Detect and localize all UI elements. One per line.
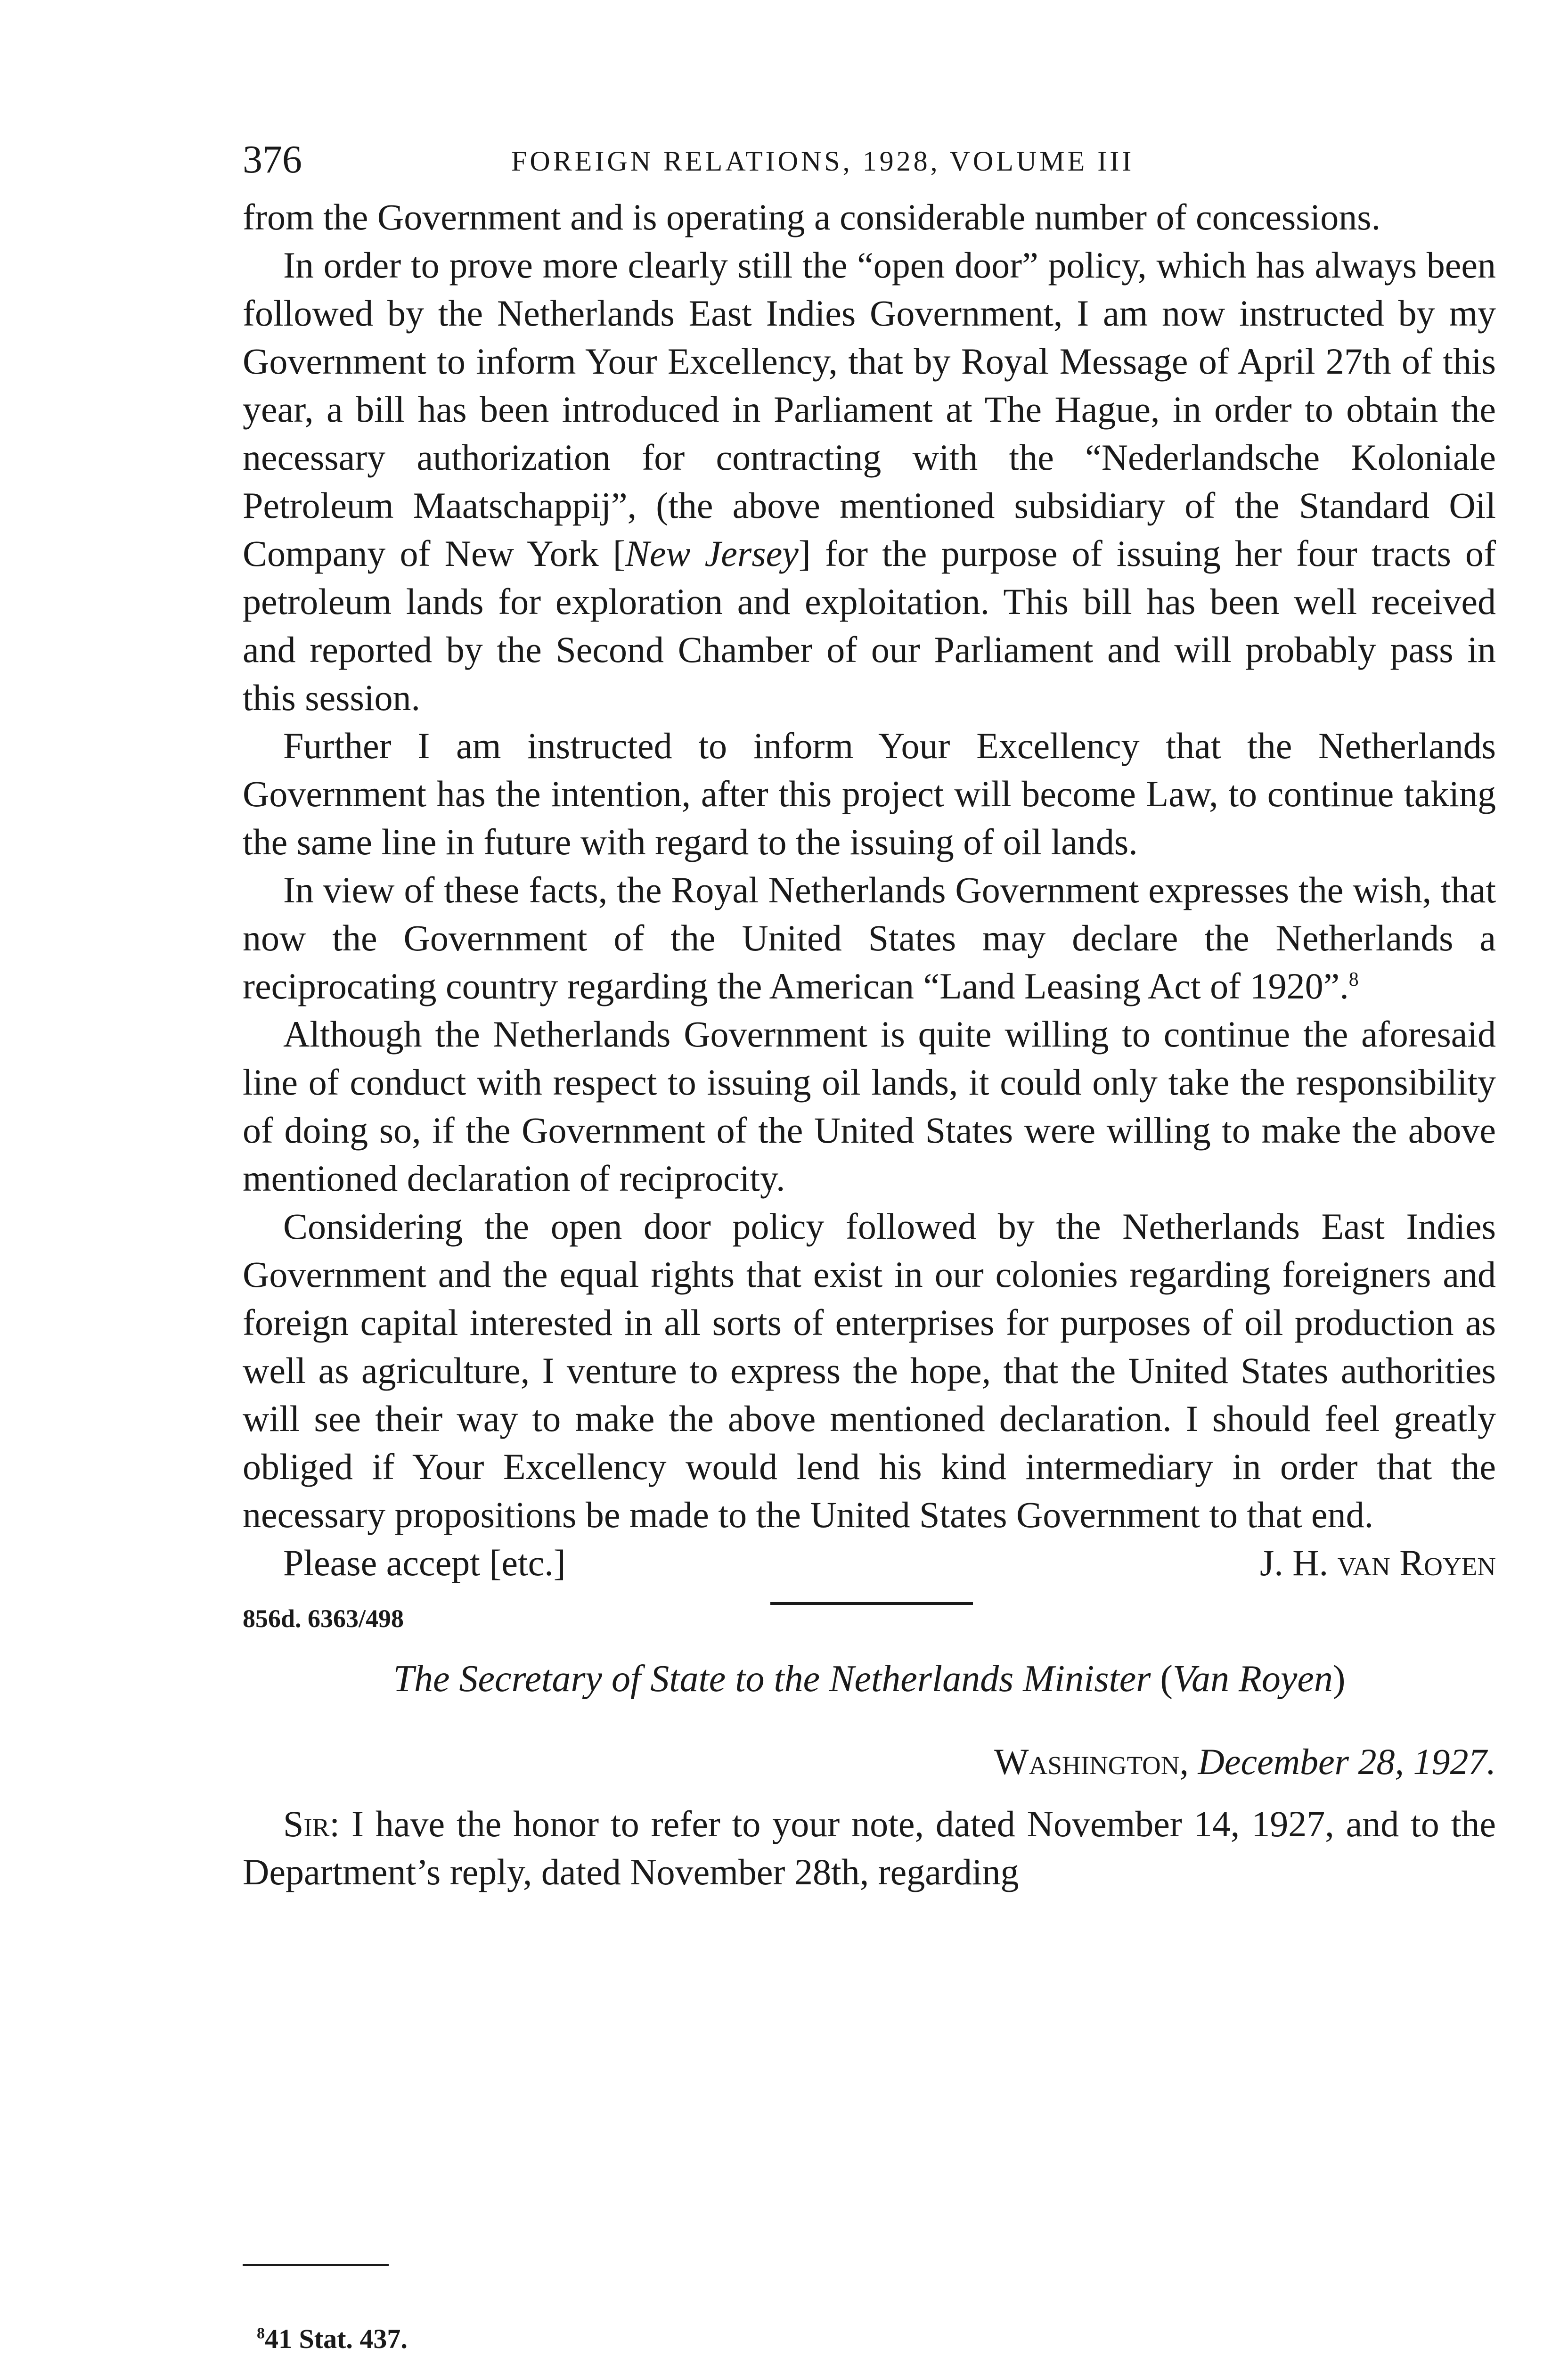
italic-insert: New Jersey <box>625 533 799 574</box>
paragraph-reciprocity-wish <box>243 866 1496 1010</box>
document-separator-row <box>243 1590 1496 1637</box>
dateline-date: December 28, 1927. <box>1198 1741 1496 1782</box>
heading-name: Van Royen <box>1173 1658 1333 1700</box>
signature-van: van <box>1337 1542 1390 1583</box>
section-divider <box>770 1602 973 1605</box>
reply-body <box>243 1800 1496 1896</box>
paragraph-text: ] for the purpose of issuing her four tracts of petroleum lands for exploration and exploitation. This bill has been well received and reported by the Second Chamber of our Parliament and will probably pass in this session. <box>243 533 1496 718</box>
footnote <box>257 2323 408 2355</box>
complimentary-close: Please accept [etc.] <box>283 1542 566 1583</box>
salutation: Sir <box>283 1803 330 1844</box>
document-page <box>243 137 1496 1896</box>
paragraph-text: In order to prove more clearly still the “open door” policy, which has always been followed by the Netherlands East Indies Government, I am now instructed by my Government to inform Your Excellency, that by Royal Message of April 27th of this year, a bill has been introduced in Parliament at The Hague, in order to obtain the necessary authorization for contracting with the “Nederlandsche Koloniale Petroleum Maatschappij”, (the above mentioned subsidiary of the Standard Oil Company of New York [ <box>243 245 1496 574</box>
paragraph-conduct: Although the Netherlands Government is quite willing to continue the aforesaid line of conduct with respect to issuing oil lands, it could only take the responsibility of doing so, if the Government of the United States were willing to make the above mentioned declaration of reciprocity. <box>243 1014 1496 1199</box>
letter-body <box>243 193 1496 1539</box>
paragraph-open-door <box>243 241 1496 722</box>
footnote-marker: 8 <box>257 2324 265 2342</box>
paragraph-text: In view of these facts, the Royal Netherlands Government expresses the wish, that now the Government of the United States may declare the Netherlands a reciprocating country regarding the American “Land Leasing Act of 1920”. <box>243 869 1496 1006</box>
paragraph-considering: Considering the open door policy followed by the Netherlands East Indies Government and the equal rights that exist in our colonies regarding foreigners and foreign capital interested in all sorts of enterprises for purposes of oil production as well as agriculture, I venture to express the hope, that the United States authorities will see their way to make the above mentioned declaration. I should feel greatly obliged if Your Excellency would lend his kind intermediary in order that the necessary propositions be made to the United States Government to that end. <box>243 1206 1496 1535</box>
footnote-rule <box>243 2264 389 2266</box>
paragraph-continuation: from the Government and is operating a considerable number of concessions. <box>243 196 1381 237</box>
dateline: Washington, December 28, 1927. <box>994 1741 1496 1782</box>
heading-paren-open: ( <box>1160 1658 1173 1700</box>
reply-text: : I have the honor to refer to your note, dated November 14, 1927, and to the Department’s reply, dated November 28th, regarding <box>243 1803 1496 1892</box>
signature <box>1260 1539 1496 1587</box>
dateline-place: Washington <box>994 1741 1180 1782</box>
document-heading <box>243 1653 1496 1705</box>
signature-surname: Royen <box>1399 1542 1496 1583</box>
paragraph-further: Further I am instructed to inform Your Excellency that the Netherlands Government has the intention, after this project will become Law, to continue taking the same line in future with regard to the issuing of oil lands. <box>243 725 1496 862</box>
footnote-reference: 8 <box>1348 969 1359 990</box>
heading-paren-close: ) <box>1332 1658 1346 1700</box>
file-number: 856d. 6363/498 <box>243 1604 404 1633</box>
footnote-text: 41 Stat. 437. <box>265 2323 408 2354</box>
reply-paragraph <box>243 1800 1496 1896</box>
page-number: 376 <box>243 138 302 181</box>
running-header <box>243 137 1496 193</box>
running-title: FOREIGN RELATIONS, 1928, VOLUME III <box>511 146 1135 177</box>
heading-text: The Secretary of State to the Netherlands Minister <box>393 1658 1151 1700</box>
signature-initials: J. H. <box>1259 1542 1329 1583</box>
letter-closing <box>243 1539 1496 1587</box>
